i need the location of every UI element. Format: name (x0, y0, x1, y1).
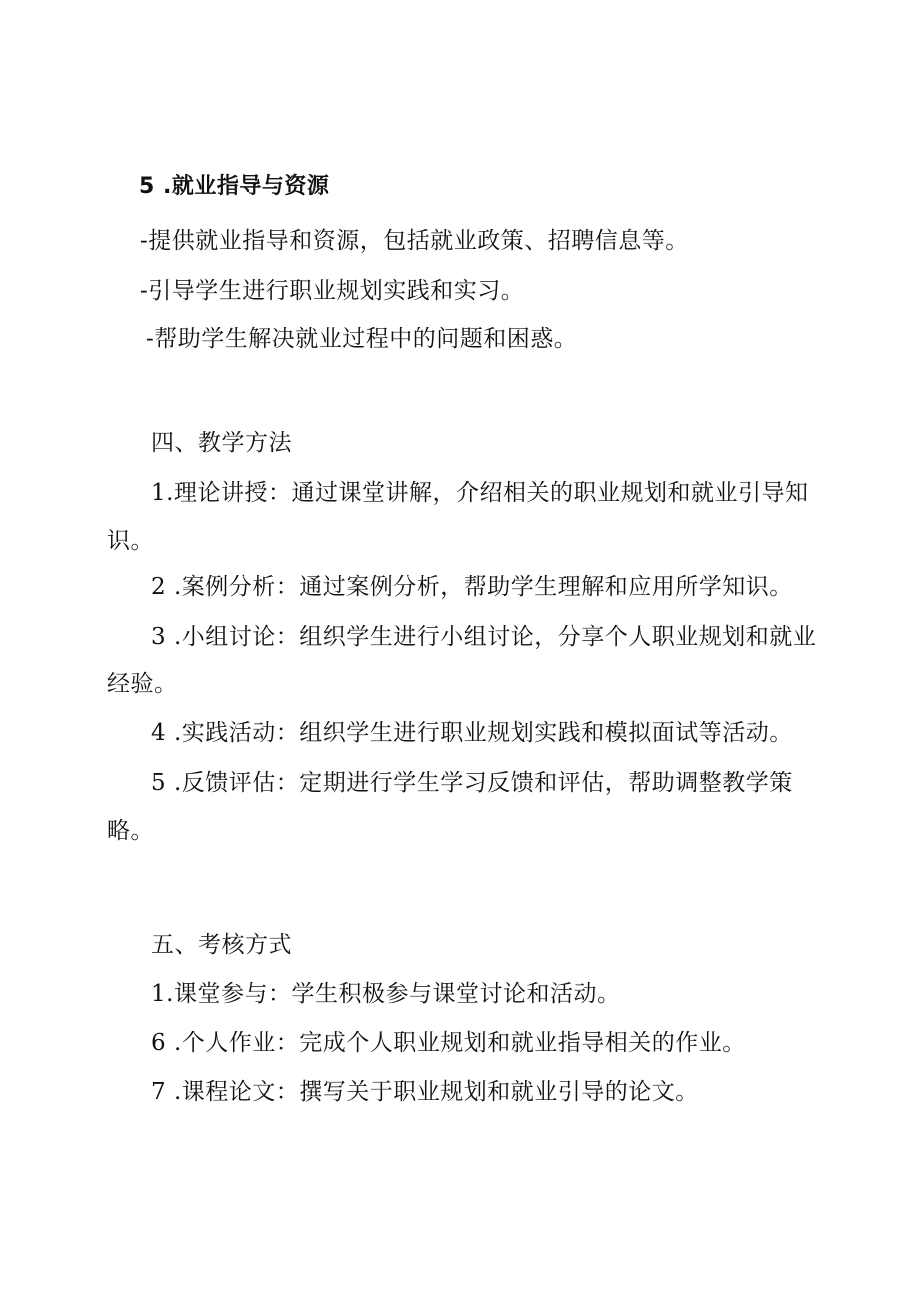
teaching-line-5-cont: 略。 (107, 818, 154, 844)
assessment-line-2: 6 .个人作业：完成个人职业规划和就业指导相关的作业。 (151, 1030, 746, 1056)
section-5-heading: 5 .就业指导与资源 (139, 174, 330, 199)
section-5-item-3: -帮助学生解决就业过程中的问题和困惑。 (146, 326, 578, 352)
section-5-item-2: -引导学生进行职业规划实践和实习。 (140, 278, 525, 304)
assessment-line-3: 7 .课程论文：撰写关于职业规划和就业引导的论文。 (151, 1079, 699, 1105)
teaching-line-5: 5 .反馈评估：定期进行学生学习反馈和评估，帮助调整教学策 (151, 770, 793, 796)
teaching-line-1-cont: 识。 (107, 528, 154, 554)
teaching-line-1: 1.理论讲授：通过课堂讲解，介绍相关的职业规划和就业引导知 (151, 480, 809, 506)
section-5-item-1: -提供就业指导和资源，包括就业政策、招聘信息等。 (140, 228, 689, 254)
teaching-line-3-cont: 经验。 (107, 671, 178, 697)
teaching-methods-heading: 四、教学方法 (151, 430, 292, 456)
assessment-heading: 五、考核方式 (151, 932, 292, 958)
teaching-line-3: 3 .小组讨论：组织学生进行小组讨论，分享个人职业规划和就业 (151, 624, 817, 650)
assessment-line-1: 1.课堂参与：学生积极参与课堂讨论和活动。 (151, 981, 621, 1007)
teaching-line-4: 4 .实践活动：组织学生进行职业规划实践和模拟面试等活动。 (151, 720, 793, 746)
teaching-line-2: 2 .案例分析：通过案例分析，帮助学生理解和应用所学知识。 (151, 574, 793, 600)
